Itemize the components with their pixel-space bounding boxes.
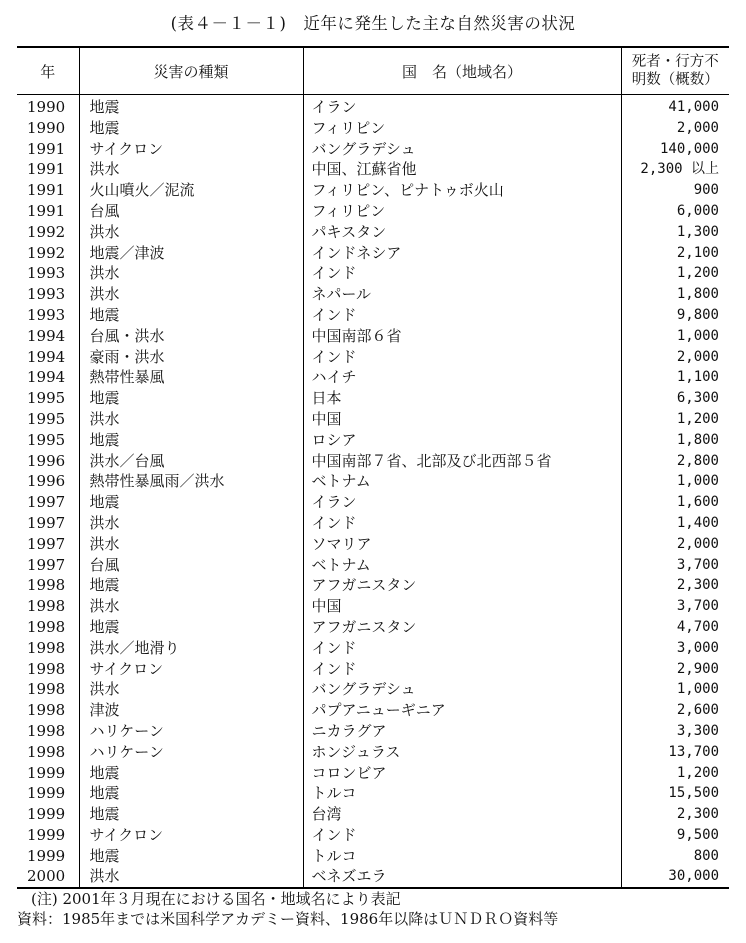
cell-year: 1997 [27, 513, 66, 532]
cell-year: 1998 [27, 721, 66, 740]
cell-deaths: 1,600 [621, 492, 729, 513]
cell-year: 1992 [27, 222, 66, 241]
table-row [17, 804, 729, 825]
cell-type: サイクロン [79, 139, 303, 160]
cell-deaths: 1,000 [621, 326, 729, 347]
cell-year: 1998 [27, 680, 66, 699]
cell-deaths: 9,800 [621, 305, 729, 326]
cell-country: インドネシア [303, 243, 621, 264]
cell-year: 1998 [27, 576, 66, 595]
cell-deaths: 3,700 [621, 596, 729, 617]
cell-year: 1990 [27, 98, 66, 116]
cell-country: 中国南部６省 [303, 326, 621, 347]
cell-country: アフガニスタン [303, 575, 621, 596]
cell-deaths: 1,200 [621, 763, 729, 784]
cell-type: 火山噴火／泥流 [79, 180, 303, 201]
cell-type: 地震／津波 [79, 243, 303, 264]
cell-year: 1999 [27, 763, 66, 782]
cell-type: 洪水 [79, 534, 303, 555]
cell-country: インド [303, 659, 621, 680]
table-row [17, 700, 729, 721]
cell-year: 1998 [27, 659, 66, 678]
cell-year: 1991 [27, 201, 66, 220]
cell-type: 地震 [79, 846, 303, 867]
cell-type: 洪水 [79, 409, 303, 430]
cell-deaths: 2,000 [621, 118, 729, 139]
cell-type: 洪水 [79, 222, 303, 243]
table-row [17, 388, 729, 409]
cell-country: パプアニューギニア [303, 700, 621, 721]
cell-type: 地震 [79, 388, 303, 409]
note-line: (注) 2001年３月現在における国名・地域名により表記 [31, 890, 401, 908]
cell-year: 1994 [27, 368, 66, 387]
cell-deaths: 900 [621, 180, 729, 201]
header-year: 年 [17, 47, 79, 95]
cell-year: 1995 [27, 409, 66, 428]
cell-country: トルコ [303, 846, 621, 867]
table-row [17, 409, 729, 430]
cell-deaths: 1,000 [621, 471, 729, 492]
cell-country: インド [303, 305, 621, 326]
cell-country: インド [303, 513, 621, 534]
cell-year: 1998 [27, 617, 66, 636]
cell-deaths: 140,000 [621, 139, 729, 160]
cell-year: 1999 [27, 805, 66, 824]
cell-year: 1998 [27, 597, 66, 616]
cell-type: 熱帯性暴風 [79, 367, 303, 388]
notes [17, 889, 558, 929]
cell-type: 地震 [79, 783, 303, 804]
cell-deaths: 13,700 [621, 742, 729, 763]
cell-year: 1998 [27, 742, 66, 761]
cell-year: 1993 [27, 264, 66, 283]
cell-country: 中国、江蘇省他 [303, 159, 621, 180]
cell-country: ロシア [303, 430, 621, 451]
cell-year: 1990 [27, 118, 66, 137]
cell-type: 地震 [79, 430, 303, 451]
table-row [17, 430, 729, 451]
cell-deaths: 3,300 [621, 721, 729, 742]
cell-deaths: 1,800 [621, 430, 729, 451]
cell-year: 1999 [27, 825, 66, 844]
header-deaths [621, 47, 729, 95]
cell-year: 1997 [27, 534, 66, 553]
cell-deaths: 800 [621, 846, 729, 867]
cell-deaths: 2,600 [621, 700, 729, 721]
table-row [17, 95, 729, 118]
cell-deaths: 2,800 [621, 451, 729, 472]
cell-type: 洪水／地滑り [79, 638, 303, 659]
cell-type: 地震 [79, 763, 303, 784]
table-row [17, 763, 729, 784]
cell-deaths: 2,300 以上 [621, 159, 729, 180]
cell-country: インド [303, 347, 621, 368]
cell-year: 1992 [27, 243, 66, 262]
cell-country: パキスタン [303, 222, 621, 243]
cell-deaths: 41,000 [621, 95, 729, 118]
cell-deaths: 1,200 [621, 263, 729, 284]
cell-type: 台風・洪水 [79, 326, 303, 347]
cell-country: バングラデシュ [303, 139, 621, 160]
cell-country: ベネズエラ [303, 866, 621, 888]
cell-year: 1994 [27, 326, 66, 345]
table-row [17, 534, 729, 555]
table-row [17, 243, 729, 264]
cell-year: 1998 [27, 638, 66, 657]
table-row [17, 471, 729, 492]
cell-year: 1994 [27, 347, 66, 366]
cell-country: フィリピン [303, 118, 621, 139]
table-row [17, 617, 729, 638]
cell-country: ソマリア [303, 534, 621, 555]
cell-country: インド [303, 263, 621, 284]
source-line: 資料：1985年までは米国科学アカデミー資料、1986年以降はＵＮＤＲＯ資料等 [17, 910, 559, 928]
cell-country: 台湾 [303, 804, 621, 825]
cell-country: イラン [303, 95, 621, 118]
cell-country: アフガニスタン [303, 617, 621, 638]
table-row [17, 139, 729, 160]
table-title: (表４－１－１) 近年に発生した主な自然災害の状況 [170, 14, 576, 33]
table-row [17, 201, 729, 222]
cell-year: 1996 [27, 472, 66, 491]
cell-type: 台風 [79, 555, 303, 576]
cell-country: コロンビア [303, 763, 621, 784]
table-row [17, 866, 729, 888]
cell-deaths: 30,000 [621, 866, 729, 888]
table-row [17, 825, 729, 846]
cell-country: ホンジュラス [303, 742, 621, 763]
table-row [17, 513, 729, 534]
cell-deaths: 2,000 [621, 534, 729, 555]
cell-country: ハイチ [303, 367, 621, 388]
header-deaths-line1: 死者・行方不 [631, 54, 719, 70]
cell-country: インド [303, 825, 621, 846]
table-row [17, 118, 729, 139]
cell-country: フィリピン [303, 201, 621, 222]
cell-type: 地震 [79, 492, 303, 513]
table-row [17, 492, 729, 513]
cell-deaths: 9,500 [621, 825, 729, 846]
cell-type: 洪水 [79, 263, 303, 284]
table-row [17, 596, 729, 617]
table-row [17, 180, 729, 201]
cell-deaths: 6,300 [621, 388, 729, 409]
table-row [17, 575, 729, 596]
cell-type: 豪雨・洪水 [79, 347, 303, 368]
cell-type: 熱帯性暴風雨／洪水 [79, 471, 303, 492]
cell-year: 1993 [27, 285, 66, 304]
cell-type: 洪水 [79, 596, 303, 617]
cell-year: 1997 [27, 493, 66, 512]
table-row [17, 367, 729, 388]
cell-deaths: 1,000 [621, 679, 729, 700]
cell-type: 地震 [79, 804, 303, 825]
disaster-table [17, 46, 729, 889]
cell-deaths: 2,300 [621, 804, 729, 825]
table-row [17, 659, 729, 680]
cell-year: 2000 [27, 867, 66, 886]
cell-year: 1996 [27, 451, 66, 470]
cell-year: 1993 [27, 305, 66, 324]
cell-country: フィリピン、ピナトゥボ火山 [303, 180, 621, 201]
table-row [17, 305, 729, 326]
table-row [17, 263, 729, 284]
table-row [17, 846, 729, 867]
cell-deaths: 1,300 [621, 222, 729, 243]
header-type: 災害の種類 [79, 47, 303, 95]
cell-type: 洪水 [79, 159, 303, 180]
cell-country: 中国 [303, 596, 621, 617]
table-row [17, 159, 729, 180]
cell-type: サイクロン [79, 659, 303, 680]
cell-country: イラン [303, 492, 621, 513]
cell-type: 地震 [79, 118, 303, 139]
cell-type: 地震 [79, 305, 303, 326]
cell-deaths: 1,800 [621, 284, 729, 305]
cell-year: 1991 [27, 160, 66, 179]
cell-year: 1999 [27, 846, 66, 865]
cell-country: バングラデシュ [303, 679, 621, 700]
table-row [17, 679, 729, 700]
table-header [17, 47, 729, 95]
header-deaths-line2: 明数（概数） [631, 72, 719, 88]
cell-deaths: 2,100 [621, 243, 729, 264]
table-row [17, 222, 729, 243]
cell-deaths: 2,900 [621, 659, 729, 680]
cell-type: 洪水 [79, 284, 303, 305]
cell-deaths: 4,700 [621, 617, 729, 638]
cell-type: 地震 [79, 575, 303, 596]
cell-deaths: 6,000 [621, 201, 729, 222]
cell-type: 洪水 [79, 866, 303, 888]
cell-deaths: 2,300 [621, 575, 729, 596]
table-body [17, 95, 729, 889]
cell-country: ネパール [303, 284, 621, 305]
table-row [17, 347, 729, 368]
table-row [17, 451, 729, 472]
table-row [17, 555, 729, 576]
cell-year: 1998 [27, 701, 66, 720]
cell-year: 1991 [27, 181, 66, 200]
cell-type: ハリケーン [79, 721, 303, 742]
cell-country: インド [303, 638, 621, 659]
cell-year: 1997 [27, 555, 66, 574]
cell-year: 1995 [27, 430, 66, 449]
cell-country: 中国南部７省、北部及び北西部５省 [303, 451, 621, 472]
cell-year: 1991 [27, 139, 66, 158]
cell-type: ハリケーン [79, 742, 303, 763]
table-row [17, 284, 729, 305]
cell-deaths: 1,200 [621, 409, 729, 430]
header-country: 国 名（地域名） [303, 47, 621, 95]
cell-type: 洪水 [79, 679, 303, 700]
cell-type: 洪水／台風 [79, 451, 303, 472]
cell-year: 1999 [27, 784, 66, 803]
cell-deaths: 3,700 [621, 555, 729, 576]
cell-type: サイクロン [79, 825, 303, 846]
cell-deaths: 15,500 [621, 783, 729, 804]
table-row [17, 742, 729, 763]
cell-type: 洪水 [79, 513, 303, 534]
cell-country: トルコ [303, 783, 621, 804]
table-row [17, 721, 729, 742]
cell-deaths: 1,100 [621, 367, 729, 388]
cell-country: ベトナム [303, 555, 621, 576]
cell-deaths: 3,000 [621, 638, 729, 659]
table-row [17, 638, 729, 659]
cell-country: ベトナム [303, 471, 621, 492]
cell-country: 中国 [303, 409, 621, 430]
table-row [17, 326, 729, 347]
table-row [17, 783, 729, 804]
cell-deaths: 1,400 [621, 513, 729, 534]
cell-type: 台風 [79, 201, 303, 222]
cell-deaths: 2,000 [621, 347, 729, 368]
cell-type: 津波 [79, 700, 303, 721]
cell-type: 地震 [79, 617, 303, 638]
cell-year: 1995 [27, 389, 66, 408]
cell-country: 日本 [303, 388, 621, 409]
cell-country: ニカラグア [303, 721, 621, 742]
cell-type: 地震 [79, 95, 303, 118]
